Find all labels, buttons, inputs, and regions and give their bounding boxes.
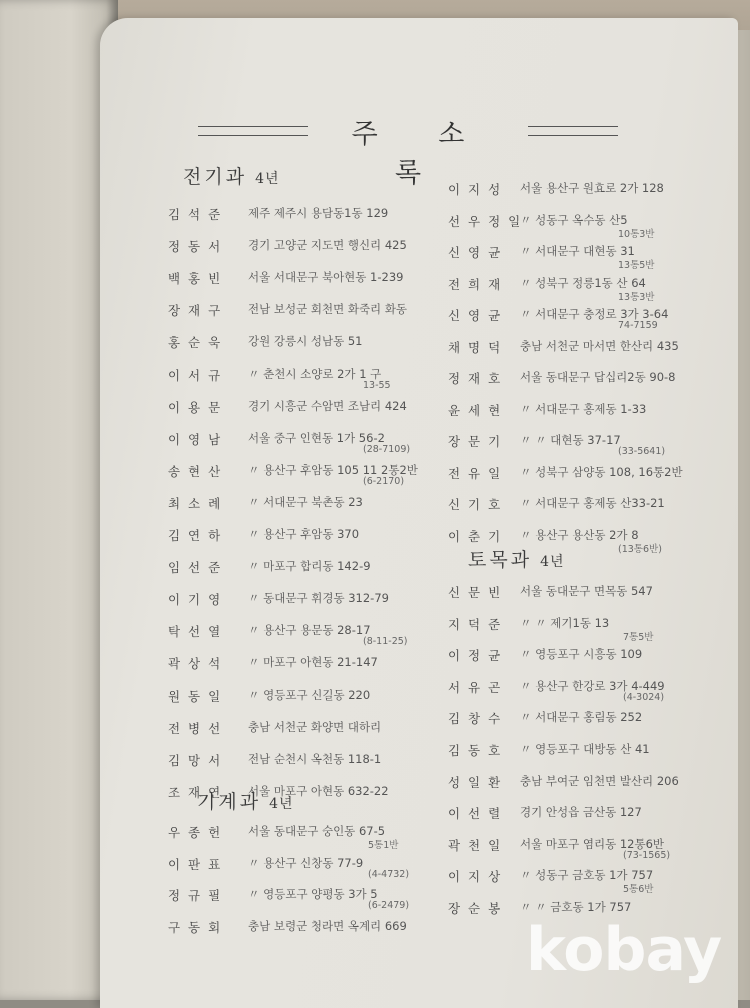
entry-address: 서울 중구 인현동 1가 56-2 bbox=[248, 430, 385, 445]
entry-address: 〃 서대문구 홍림동 252 bbox=[520, 710, 643, 725]
entry-note: 5통6반 bbox=[623, 884, 654, 896]
entry-address: 〃 성동구 옥수동 산5 bbox=[520, 212, 628, 227]
directory-entry bbox=[448, 306, 728, 334]
section-count: 4년 bbox=[540, 554, 565, 570]
entry-name: 신 영 균 bbox=[448, 308, 503, 323]
entry-name: 최 소 례 bbox=[168, 495, 223, 511]
directory-entry bbox=[168, 366, 448, 394]
entry-note: 13통5반 bbox=[618, 260, 655, 271]
entry-name: 이 춘 기 bbox=[448, 528, 503, 544]
entry-address: 〃 〃 대현동 37-17 bbox=[520, 433, 621, 447]
entry-name: 송 현 산 bbox=[168, 463, 223, 479]
directory-entry bbox=[448, 495, 728, 523]
entry-address: 〃 동대문구 휘경동 312-79 bbox=[248, 591, 389, 606]
directory-entry bbox=[168, 751, 448, 779]
directory-entry bbox=[168, 719, 448, 747]
section-name: 토목과 bbox=[468, 549, 533, 571]
directory-entry bbox=[448, 369, 728, 397]
directory-entry bbox=[168, 526, 448, 554]
entry-name: 이 판 표 bbox=[168, 856, 223, 872]
entry-name: 이 지 상 bbox=[448, 869, 503, 885]
entry-name: 김 동 호 bbox=[448, 743, 503, 758]
entry-name: 전 병 선 bbox=[168, 720, 223, 736]
entry-note: (6-2479) bbox=[368, 900, 410, 911]
entry-address: 〃 용산구 후암동 370 bbox=[248, 527, 360, 541]
directory-entry bbox=[448, 678, 728, 706]
entry-address: 〃 성북구 정릉1동 산 64 bbox=[520, 275, 646, 290]
heading-rule-left bbox=[198, 126, 308, 136]
entry-note: 13-55 bbox=[363, 379, 391, 391]
directory-entry bbox=[448, 180, 728, 208]
entry-address: 충남 부여군 임천면 발산리 206 bbox=[520, 773, 679, 788]
heading-rule-right bbox=[528, 126, 618, 136]
entry-name: 장 재 구 bbox=[168, 303, 223, 319]
entry-address: 전남 보성군 회천면 화죽리 화동 bbox=[248, 302, 408, 317]
directory-entry bbox=[168, 205, 448, 233]
entry-name: 채 명 덕 bbox=[448, 339, 503, 355]
directory-entry bbox=[448, 243, 728, 271]
entry-address: 〃 영등포구 신길동 220 bbox=[248, 687, 371, 702]
entry-name: 신 기 호 bbox=[448, 497, 503, 512]
entry-name: 김 연 하 bbox=[168, 528, 223, 543]
directory-entry bbox=[448, 212, 728, 240]
entry-address: 서울 동대문구 숭인동 67-5 bbox=[248, 824, 386, 838]
directory-entry bbox=[168, 398, 448, 426]
entry-address: 〃 성동구 금호동 1가 757 bbox=[520, 868, 654, 883]
entry-address: 〃 성북구 삼양동 108, 16통2반 bbox=[520, 464, 683, 479]
entry-address: 경기 안성읍 금산동 127 bbox=[520, 805, 642, 820]
directory-entry bbox=[168, 622, 448, 650]
entry-name: 이 선 렬 bbox=[448, 806, 503, 822]
entry-address: 〃 영등포구 대방동 산 41 bbox=[520, 742, 650, 756]
directory-entry bbox=[168, 918, 448, 946]
entry-address: 〃 마포구 합리동 142-9 bbox=[248, 559, 371, 574]
section-count: 4년 bbox=[255, 171, 280, 187]
entry-address: 서울 서대문구 북아현동 1-239 bbox=[248, 270, 404, 285]
entry-note: 7통5반 bbox=[623, 631, 654, 643]
directory-entry bbox=[448, 583, 728, 611]
directory-entry bbox=[448, 464, 728, 492]
entry-address: 〃 서대문구 충정로 3가 3-64 bbox=[520, 307, 669, 321]
entry-name: 구 동 회 bbox=[168, 919, 223, 935]
entry-address: 〃 〃 제기1동 13 bbox=[520, 615, 610, 630]
directory-entry bbox=[168, 687, 448, 715]
entry-name: 탁 선 열 bbox=[168, 624, 223, 640]
entry-address: 서울 동대문구 면목동 547 bbox=[520, 584, 653, 598]
entry-address: 서울 용산구 원효로 2가 128 bbox=[520, 181, 664, 195]
entry-address: 서울 마포구 염리동 12통6반 bbox=[520, 836, 665, 851]
entry-address: 경기 고양군 지도면 행신리 425 bbox=[248, 238, 407, 253]
entry-address: 〃 용산구 후암동 105 11 2통2반 bbox=[248, 462, 418, 477]
entry-note: 13통3반 bbox=[618, 291, 655, 303]
entry-address: 〃 서대문구 홍제동 1-33 bbox=[520, 401, 647, 416]
entry-address: 충남 보령군 청라면 옥계리 669 bbox=[248, 918, 407, 933]
directory-entry bbox=[448, 401, 728, 429]
directory-entry bbox=[448, 741, 728, 769]
entry-note: 5통1반 bbox=[368, 840, 399, 851]
entry-name: 김 창 수 bbox=[448, 711, 503, 727]
section-count: 4년 bbox=[269, 796, 294, 812]
entry-name: 원 동 일 bbox=[168, 688, 223, 704]
entry-name: 정 규 필 bbox=[168, 888, 223, 903]
entry-name: 이 정 균 bbox=[448, 648, 503, 664]
section-title-civil bbox=[468, 545, 565, 572]
entry-name: 정 동 서 bbox=[168, 239, 223, 255]
entry-address: 〃 용산구 용문동 28-17 bbox=[248, 623, 371, 638]
entry-name: 성 일 환 bbox=[448, 774, 503, 790]
section-title-electrical bbox=[183, 162, 280, 189]
entry-name: 이 영 남 bbox=[168, 431, 223, 447]
entry-address: 충남 서천군 마서면 한산리 435 bbox=[520, 338, 679, 353]
entry-address: 〃 영등포구 시흥동 109 bbox=[520, 647, 643, 662]
entry-name: 정 재 호 bbox=[448, 371, 503, 386]
directory-entry bbox=[448, 836, 728, 864]
directory-entry bbox=[168, 269, 448, 297]
entry-note: (8-11-25) bbox=[363, 636, 408, 648]
entry-address: 〃 서대문구 홍제동 산33-21 bbox=[520, 496, 665, 510]
entry-note: (33-5641) bbox=[618, 446, 666, 457]
entry-name: 이 서 규 bbox=[168, 367, 223, 383]
entry-address: 전남 순천시 옥천동 118-1 bbox=[248, 751, 382, 766]
directory-entry bbox=[448, 773, 728, 801]
entry-address: 〃 용산구 신창동 77-9 bbox=[248, 855, 364, 870]
page-title: 주 소 록 bbox=[351, 119, 491, 189]
entry-name: 곽 상 석 bbox=[168, 656, 223, 672]
directory-entry bbox=[168, 558, 448, 586]
entry-name: 장 순 봉 bbox=[448, 901, 503, 916]
directory-entry bbox=[448, 709, 728, 737]
entry-name: 지 덕 준 bbox=[448, 616, 503, 632]
entry-name: 신 문 빈 bbox=[448, 585, 503, 600]
entry-name: 전 희 재 bbox=[448, 276, 503, 292]
directory-entry bbox=[168, 301, 448, 329]
directory-entry bbox=[448, 432, 728, 460]
entry-note: (4-3024) bbox=[623, 691, 665, 703]
directory-entry bbox=[168, 590, 448, 618]
directory-entry bbox=[168, 494, 448, 522]
entry-name: 이 용 문 bbox=[168, 399, 223, 415]
directory-entry bbox=[448, 338, 728, 366]
entry-address: 서울 동대문구 답십리2동 90-8 bbox=[520, 370, 676, 384]
directory-entry bbox=[448, 615, 728, 643]
directory-entry bbox=[448, 275, 728, 303]
entry-note: (6-2170) bbox=[363, 475, 405, 487]
entry-address: 서울 마포구 아현동 632-22 bbox=[248, 783, 389, 798]
directory-entry bbox=[448, 646, 728, 674]
entry-name: 이 기 영 bbox=[168, 592, 223, 608]
entry-name: 임 선 준 bbox=[168, 560, 223, 576]
section-name: 전기과 bbox=[183, 166, 248, 188]
directory-entry bbox=[168, 654, 448, 682]
entry-note: 74-7159 bbox=[618, 320, 658, 331]
entry-address: 충남 서천군 화양면 대하리 bbox=[248, 719, 382, 734]
directory-entry bbox=[168, 237, 448, 265]
section-name: 기계과 bbox=[197, 791, 262, 813]
section-title-mechanical bbox=[197, 787, 294, 814]
directory-entry bbox=[168, 430, 448, 458]
entry-name: 김 망 서 bbox=[168, 752, 223, 768]
entry-address: 제주 제주시 용담동1동 129 bbox=[248, 206, 389, 220]
entry-address: 〃 용산구 용산동 2가 8 bbox=[520, 527, 639, 542]
entry-note: 10통3반 bbox=[618, 228, 655, 240]
entry-name: 김 석 준 bbox=[168, 207, 223, 222]
entry-address: 〃 용산구 한강로 3가 4-449 bbox=[520, 678, 665, 693]
entry-name: 장 문 기 bbox=[448, 434, 503, 449]
entry-name: 곽 천 일 bbox=[448, 837, 503, 853]
kobay-watermark: kobay bbox=[526, 915, 722, 985]
entry-address: 〃 영등포구 양평동 3가 5 bbox=[248, 887, 378, 901]
entry-address: 경기 시흥군 수암면 조남리 424 bbox=[248, 398, 407, 413]
entry-address: 〃 마포구 아현동 21-147 bbox=[248, 655, 378, 670]
entry-note: (4-4732) bbox=[368, 868, 410, 880]
entry-name: 백 홍 빈 bbox=[168, 271, 223, 287]
entry-name: 조 재 연 bbox=[168, 784, 223, 800]
directory-entry bbox=[168, 823, 448, 851]
entry-name: 홍 순 욱 bbox=[168, 335, 223, 351]
entry-name: 이 지 성 bbox=[448, 182, 503, 197]
entry-name: 윤 세 현 bbox=[448, 402, 503, 418]
directory-entry bbox=[168, 462, 448, 490]
entry-address: 〃 서대문구 북촌동 23 bbox=[248, 494, 363, 509]
entry-address: 강원 강릉시 성남동 51 bbox=[248, 334, 363, 349]
entry-name: 우 종 헌 bbox=[168, 825, 223, 840]
entry-note: (73-1565) bbox=[623, 849, 671, 861]
entry-address: 〃 〃 금호동 1가 757 bbox=[520, 900, 632, 914]
entry-name: 선 우 정 일 bbox=[448, 213, 523, 229]
directory-entry bbox=[448, 867, 728, 895]
directory-entry bbox=[168, 333, 448, 361]
directory-entry bbox=[168, 886, 448, 914]
entry-address: 〃 서대문구 대현동 31 bbox=[520, 244, 635, 258]
directory-entry bbox=[168, 855, 448, 883]
entry-name: 전 유 일 bbox=[448, 465, 503, 481]
directory-entry bbox=[448, 804, 728, 832]
entry-note: (28-7109) bbox=[363, 443, 411, 455]
entry-name: 서 유 곤 bbox=[448, 679, 503, 695]
entry-name: 신 영 균 bbox=[448, 245, 503, 260]
entry-address: 〃 춘천시 소양로 2가 1 구 bbox=[248, 366, 382, 381]
entry-note: (13통6반) bbox=[618, 543, 662, 555]
